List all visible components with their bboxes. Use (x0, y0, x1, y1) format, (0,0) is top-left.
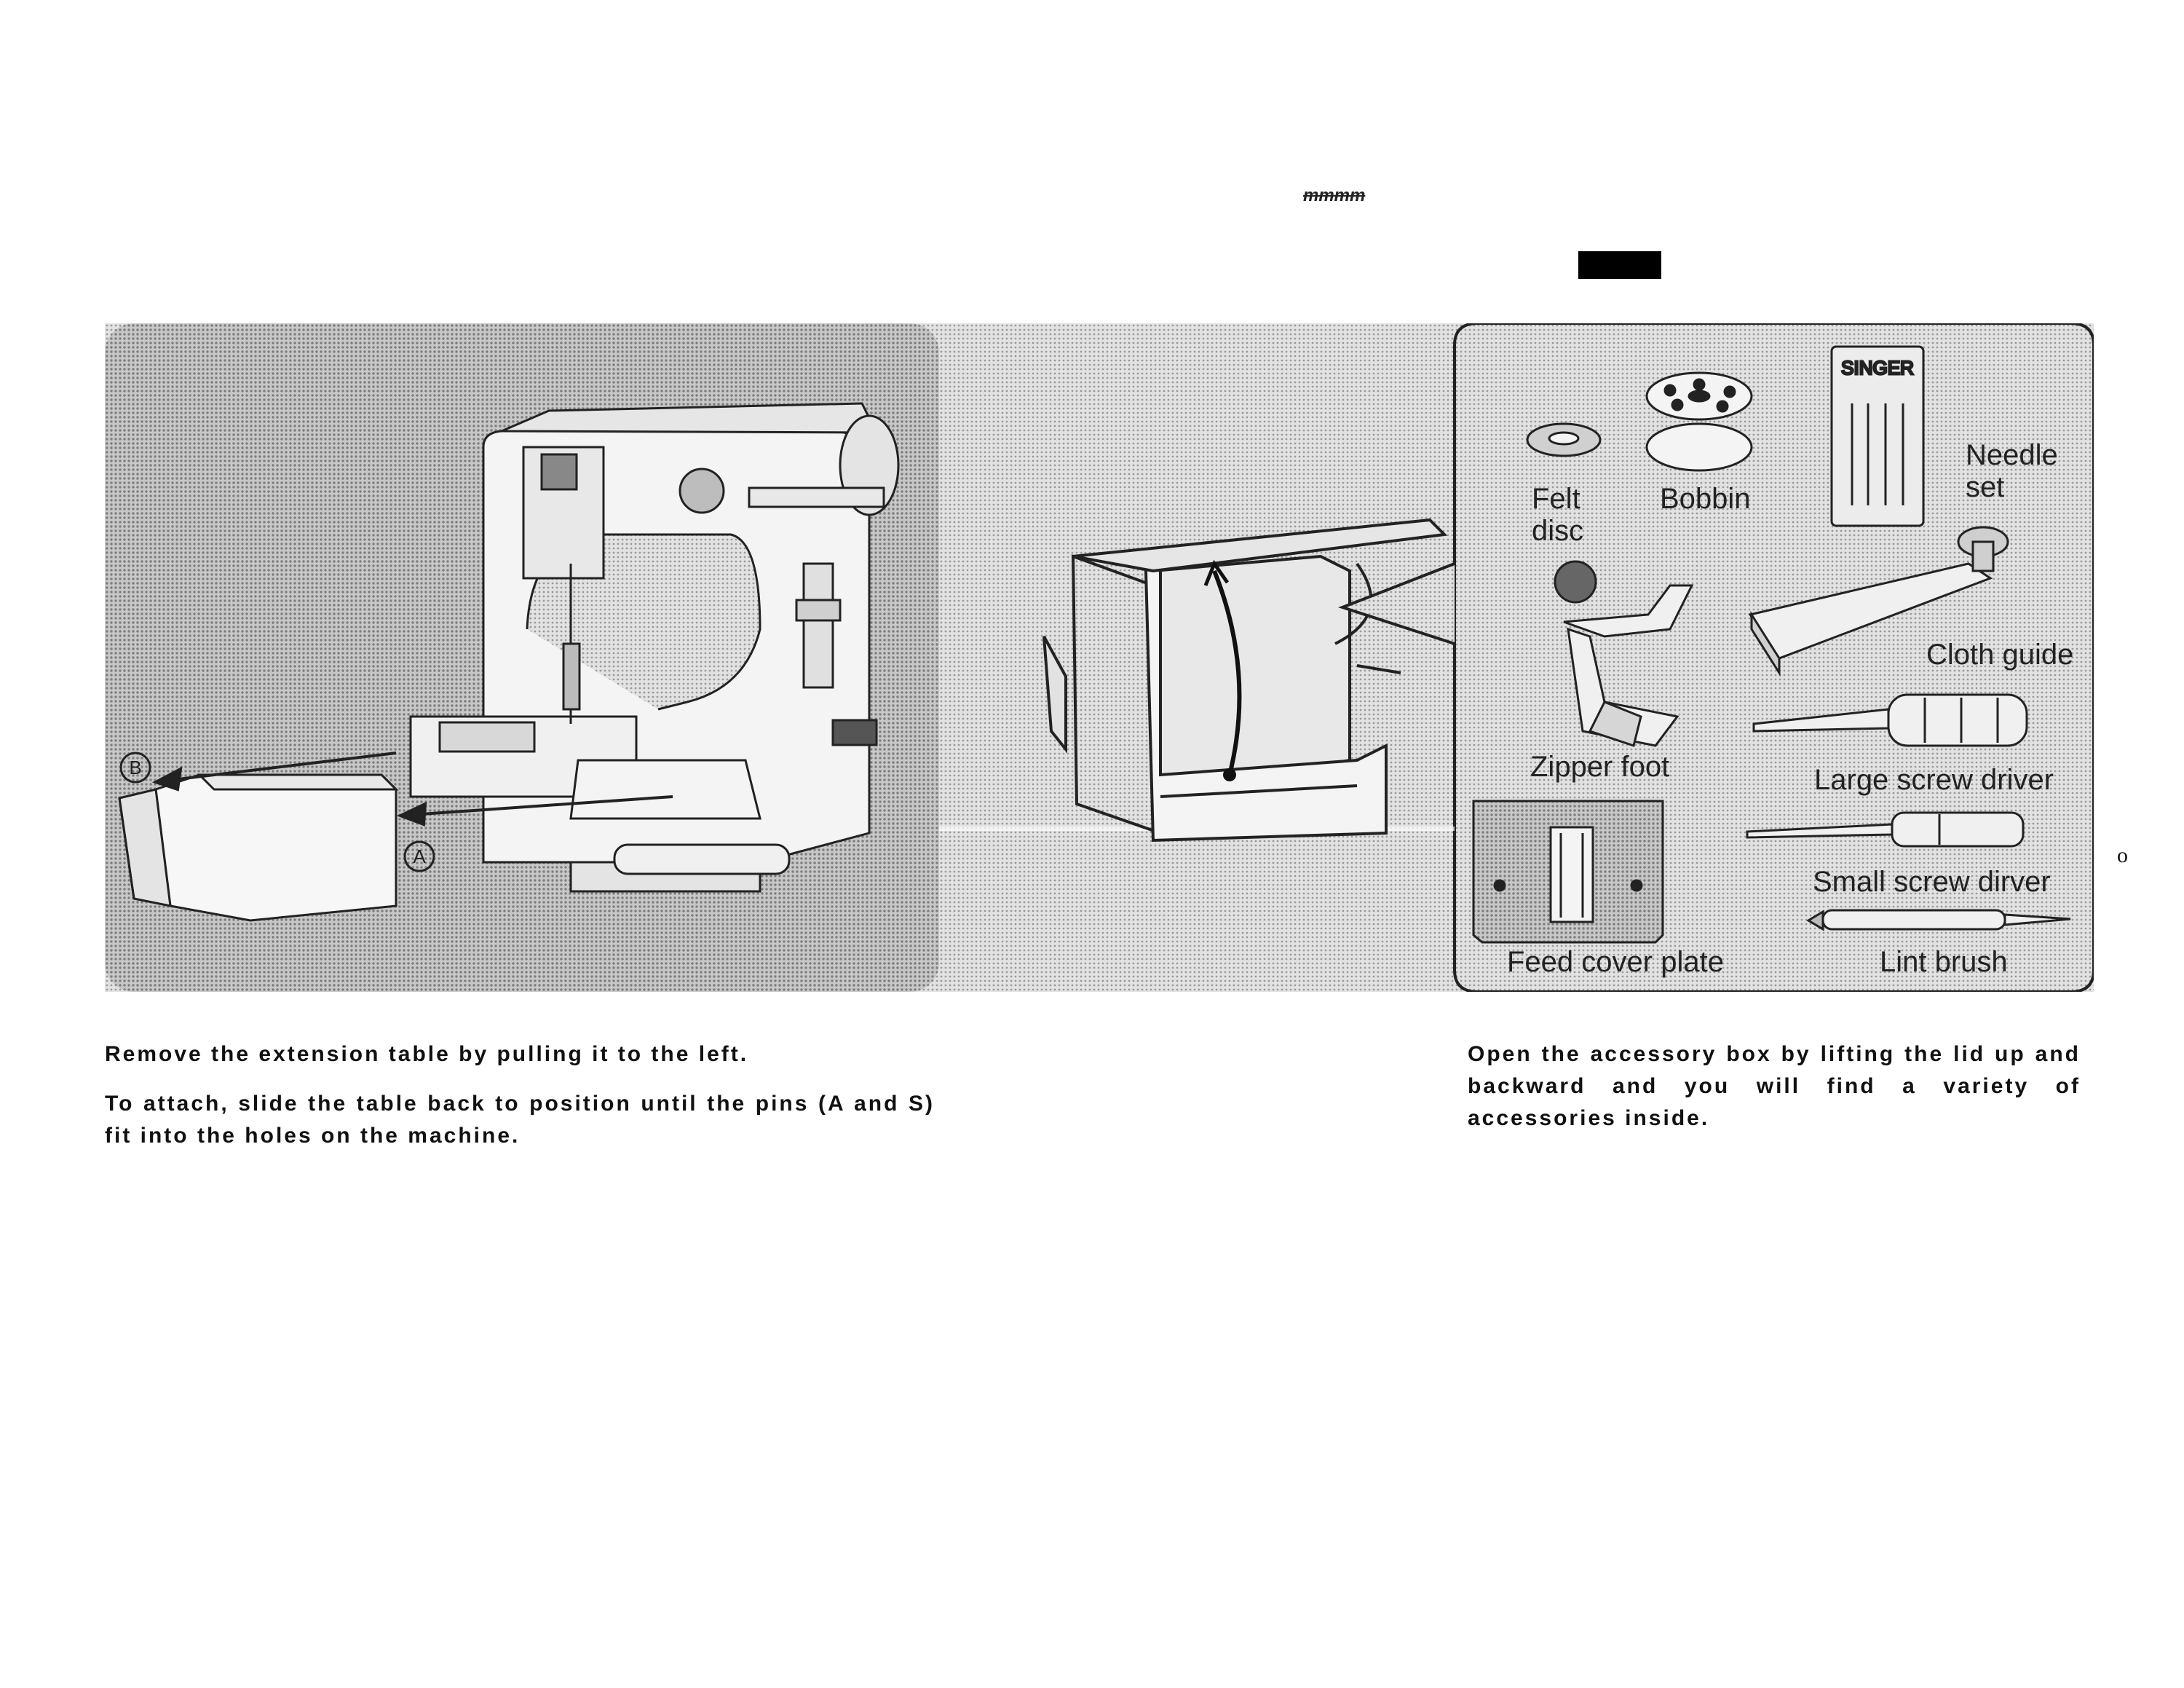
large-screw-driver-label: Large screw driver (1814, 764, 2054, 796)
feed-cover-plate-label: Feed cover plate (1507, 946, 1724, 978)
needle-pack-brand: SINGER (1841, 357, 1914, 379)
caption-accessory-box: Open the accessory box by lifting the lid up and backward and you will find a variety of accessories inside. (1468, 1042, 2081, 1130)
caption-attach-table: To attach, slide the table back to position until the pins (A and S) fit into the holes on the machine. (105, 1092, 935, 1148)
cloth-guide-label: Cloth guide (1926, 639, 2074, 671)
sewing-machine-illustration (411, 403, 898, 891)
margin-mark: o (2117, 843, 2128, 867)
needle-set-icon (1832, 347, 1923, 526)
illustration-figure (105, 323, 2094, 992)
felt-disc-icon (1527, 424, 1600, 456)
feed-cover-plate-icon (1473, 801, 1663, 942)
small-screw-driver-label: Small screw dirver (1813, 866, 2051, 898)
callout-a-label: A (413, 845, 426, 867)
needle-set-label-line1: Needle (1966, 439, 2058, 471)
needle-set-label-line2: set (1966, 471, 2005, 503)
callout-b-label: B (129, 757, 142, 778)
felt-disc-label-line1: Felt (1532, 483, 1580, 515)
scribble-mark: mmmm (1303, 186, 1366, 205)
redaction-bar (1578, 251, 1661, 279)
lint-brush-label: Lint brush (1880, 946, 2008, 978)
felt-disc-label-line2: disc (1532, 515, 1584, 547)
extension-table (119, 775, 396, 920)
caption-remove-table: Remove the extension table by pulling it to the left. (105, 1042, 749, 1066)
zipper-foot-label: Zipper foot (1530, 751, 1670, 783)
bobbin-label: Bobbin (1660, 483, 1751, 515)
